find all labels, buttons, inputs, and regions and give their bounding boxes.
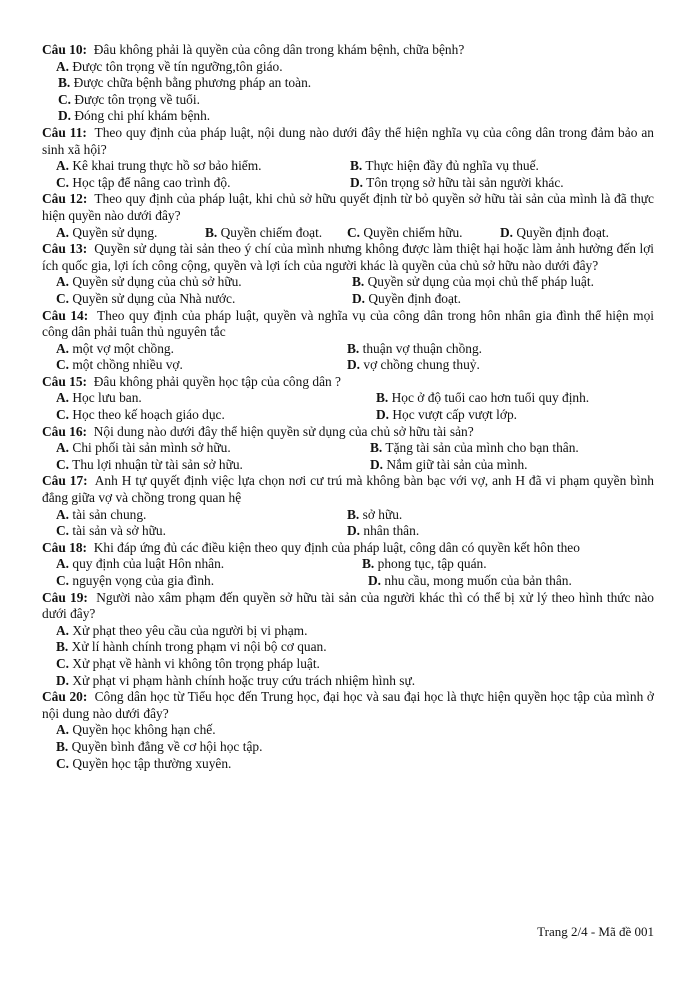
option-label: D. bbox=[376, 407, 390, 423]
option-label: A. bbox=[56, 556, 70, 572]
option-text: Chi phối tài sản mình sở hữu. bbox=[72, 440, 231, 456]
question-number: Câu 10: bbox=[42, 42, 88, 57]
option bbox=[42, 341, 347, 358]
question-block bbox=[42, 540, 654, 590]
option-text: Học lưu ban. bbox=[72, 390, 142, 406]
option bbox=[42, 739, 654, 756]
option bbox=[42, 756, 654, 773]
option-label: C. bbox=[56, 755, 70, 771]
question-block bbox=[42, 125, 654, 191]
option bbox=[42, 523, 347, 540]
option-label: C. bbox=[58, 91, 72, 107]
option-label: C. bbox=[56, 174, 70, 190]
option-text: nhu cầu, mong muốn của bản thân. bbox=[384, 573, 572, 588]
option-label: D. bbox=[56, 672, 70, 688]
option bbox=[352, 274, 594, 291]
option-label: D. bbox=[347, 357, 361, 373]
question-block bbox=[42, 424, 654, 474]
option-label: D. bbox=[500, 224, 514, 240]
option-text: Quyền sử dụng của mọi chủ thể pháp luật. bbox=[367, 274, 594, 290]
option bbox=[42, 92, 654, 109]
question-number: Câu 19: bbox=[42, 589, 88, 605]
question-text: Đâu không phải là quyền của công dân trong khám bệnh, chữa bệnh? bbox=[93, 42, 465, 57]
option-label: A. bbox=[56, 722, 70, 738]
question-text: Khi đáp ứng đủ các điều kiện theo quy định của pháp luật, công dân có quyền kết hôn theo bbox=[93, 539, 580, 555]
question-block bbox=[42, 308, 654, 374]
option-text: phong tục, tập quán. bbox=[377, 556, 487, 572]
question-text: Đâu không phải quyền học tập của công dân ? bbox=[93, 373, 341, 389]
option-label: D. bbox=[352, 290, 366, 306]
option-text: Học theo kế hoạch giáo dục. bbox=[72, 407, 225, 423]
question-number: Câu 11: bbox=[42, 124, 87, 140]
option bbox=[500, 225, 609, 242]
option bbox=[42, 75, 654, 92]
question-text: Công dân học từ Tiểu học đến Trung học, đại học và sau đại học là thực hiện quyền học tập của mình ở nội dung nào dưới đây? bbox=[42, 689, 654, 721]
option bbox=[42, 556, 362, 573]
option-text: Xử phạt vi phạm hành chính hoặc truy cứu trách nhiệm hình sự. bbox=[72, 672, 416, 688]
option-text: Xử phạt về hành vi không tôn trọng pháp luật. bbox=[72, 655, 320, 671]
option bbox=[42, 573, 368, 590]
option-label: A. bbox=[56, 440, 70, 456]
option bbox=[42, 59, 654, 76]
option-text: Quyền chiếm đoạt. bbox=[220, 224, 323, 240]
option-label: A. bbox=[56, 158, 70, 174]
option bbox=[370, 457, 528, 474]
option-text: Thực hiện đầy đủ nghĩa vụ thuế. bbox=[365, 158, 539, 174]
question-number: Câu 18: bbox=[42, 539, 88, 555]
option bbox=[370, 440, 579, 457]
question-list bbox=[42, 42, 654, 772]
option bbox=[347, 507, 402, 524]
option bbox=[350, 175, 564, 192]
option-label: A. bbox=[56, 390, 70, 406]
option-label: A. bbox=[56, 224, 70, 240]
option-text: Quyền sử dụng của Nhà nước. bbox=[72, 290, 236, 306]
option bbox=[42, 722, 654, 739]
option-label: D. bbox=[58, 108, 72, 124]
question-number: Câu 17: bbox=[42, 473, 88, 489]
option-text: thuận vợ thuận chồng. bbox=[362, 340, 483, 356]
option-label: C. bbox=[56, 407, 70, 423]
question-number: Câu 16: bbox=[42, 423, 88, 439]
option-label: B. bbox=[347, 340, 360, 356]
option bbox=[42, 457, 370, 474]
option-label: D. bbox=[368, 573, 382, 588]
option-text: Quyền bình đẳng về cơ hội học tập. bbox=[71, 738, 263, 754]
option bbox=[42, 656, 654, 673]
question-block bbox=[42, 191, 654, 241]
option bbox=[42, 108, 654, 125]
option-text: Đóng chi phí khám bệnh. bbox=[74, 108, 211, 124]
option-text: Quyền chiếm hữu. bbox=[363, 224, 463, 240]
question-text: Theo quy định của pháp luật, quyền và nghĩa vụ của công dân trong hôn nhân gia đình thể hiện mọi công dân phải tuân thủ nguyên tắc bbox=[42, 307, 654, 340]
option-label: D. bbox=[370, 456, 384, 472]
option-label: D. bbox=[350, 174, 364, 190]
question-text: Theo quy định của pháp luật, khi chủ sở hữu quyết định từ bỏ quyền sở hữu tài sản của mình là đã thực hiện quyền nào dưới đây? bbox=[42, 191, 654, 223]
question-text: Người nào xâm phạm đến quyền sở hữu tài sản của người khác thì có thể bị xử lý theo hình thức nào dưới đây? bbox=[42, 589, 654, 622]
option-label: C. bbox=[56, 573, 70, 588]
option-label: C. bbox=[56, 523, 70, 539]
option bbox=[352, 291, 461, 308]
question-block bbox=[42, 473, 654, 539]
option-text: Xử lí hành chính trong phạm vi nội bộ cơ quan. bbox=[71, 639, 327, 655]
question-text: Nội dung nào dưới đây thể hiện quyền sử dụng của chủ sở hữu tài sản? bbox=[93, 423, 474, 439]
option bbox=[42, 390, 376, 407]
option-label: C. bbox=[56, 290, 70, 306]
question-block bbox=[42, 590, 654, 690]
question-number: Câu 20: bbox=[42, 689, 88, 705]
question-number: Câu 14: bbox=[42, 307, 89, 323]
question-block bbox=[42, 241, 654, 307]
option bbox=[42, 507, 347, 524]
option bbox=[42, 440, 370, 457]
option-text: Tặng tài sản của mình cho bạn thân. bbox=[385, 440, 579, 456]
option bbox=[42, 274, 352, 291]
question-number: Câu 15: bbox=[42, 373, 88, 389]
option-text: nguyện vọng của gia đình. bbox=[72, 573, 215, 588]
page-footer: Trang 2/4 - Mã đề 001 bbox=[537, 924, 654, 939]
option-label: B. bbox=[205, 224, 218, 240]
option-label: C. bbox=[56, 655, 70, 671]
option-label: B. bbox=[58, 75, 71, 91]
option bbox=[347, 341, 482, 358]
option-text: Học ở độ tuổi cao hơn tuổi quy định. bbox=[391, 390, 590, 406]
option bbox=[42, 175, 350, 192]
question-text: Theo quy định của pháp luật, nội dung nào dưới đây thể hiện nghĩa vụ của công dân trong đảm bảo an sinh xã hội? bbox=[42, 124, 654, 157]
option-label: B. bbox=[370, 440, 383, 456]
option-text: Được tôn trọng về tuổi. bbox=[74, 91, 200, 107]
question-block bbox=[42, 374, 654, 424]
option-text: Được chữa bệnh bằng phương pháp an toàn. bbox=[73, 75, 312, 91]
option-text: Quyền định đoạt. bbox=[516, 224, 609, 240]
option-label: B. bbox=[376, 390, 389, 406]
option-text: Học vượt cấp vượt lớp. bbox=[392, 407, 518, 423]
option bbox=[347, 357, 480, 374]
question-number: Câu 13: bbox=[42, 241, 88, 257]
option-label: C. bbox=[56, 456, 70, 472]
option-text: Quyền định đoạt. bbox=[368, 290, 461, 306]
option-text: tài sản và sở hữu. bbox=[72, 523, 166, 539]
option-text: Quyền học tập thường xuyên. bbox=[72, 755, 232, 771]
option bbox=[42, 623, 654, 640]
option-text: quy định của luật Hôn nhân. bbox=[72, 556, 225, 572]
option bbox=[42, 357, 347, 374]
option bbox=[376, 407, 517, 424]
question-text: Quyền sử dụng tài sản theo ý chí của mình nhưng không được làm thiệt hại hoặc làm ảnh hưởng đến lợi ích quốc gia, lợi ích công cộng, quyền và lợi ích của người khác là quyền của chủ sở hữu nào dưới đây? bbox=[42, 241, 654, 273]
question-block bbox=[42, 42, 654, 125]
option bbox=[205, 225, 347, 242]
option-label: B. bbox=[362, 556, 375, 572]
option bbox=[376, 390, 589, 407]
option-label: A. bbox=[56, 340, 70, 356]
option-text: Tôn trọng sở hữu tài sản người khác. bbox=[366, 174, 564, 190]
option-text: Kê khai trung thực hồ sơ bảo hiểm. bbox=[72, 158, 262, 174]
question-block bbox=[42, 689, 654, 772]
option bbox=[42, 673, 654, 690]
option-label: A. bbox=[56, 274, 70, 290]
option-label: C. bbox=[347, 224, 361, 240]
option-label: B. bbox=[352, 274, 365, 290]
option-label: D. bbox=[347, 523, 361, 539]
option-text: Thu lợi nhuận từ tài sản sở hữu. bbox=[72, 456, 243, 472]
option-text: tài sản chung. bbox=[72, 506, 147, 522]
option-text: Quyền sử dụng của chủ sở hữu. bbox=[72, 274, 242, 290]
option-text: Quyền học không hạn chế. bbox=[72, 722, 216, 738]
option-text: vợ chồng chung thuỷ. bbox=[363, 357, 480, 373]
question-number: Câu 12: bbox=[42, 191, 88, 207]
option-label: A. bbox=[56, 58, 70, 74]
option bbox=[42, 291, 352, 308]
option-label: B. bbox=[56, 639, 69, 655]
option-text: Xử phạt theo yêu cầu của người bị vi phạm. bbox=[72, 622, 308, 638]
option-text: Được tôn trọng về tín ngưỡng,tôn giáo. bbox=[72, 58, 283, 74]
option-label: A. bbox=[56, 506, 70, 522]
option-text: Học tập để nâng cao trình độ. bbox=[72, 174, 231, 190]
question-text: Anh H tự quyết định việc lựa chọn nơi cư trú mà không bàn bạc với vợ, anh H đã vi phạm quyền bình đẳng giữa vợ và chồng trong quan hệ bbox=[42, 473, 654, 506]
option-text: một chồng nhiều vợ. bbox=[72, 357, 183, 373]
option bbox=[42, 639, 654, 656]
option bbox=[42, 225, 205, 242]
option-label: C. bbox=[56, 357, 70, 373]
option bbox=[350, 158, 539, 175]
option-label: B. bbox=[347, 506, 360, 522]
option bbox=[347, 225, 500, 242]
option-text: nhân thân. bbox=[363, 523, 420, 539]
option bbox=[368, 573, 572, 590]
option bbox=[42, 158, 350, 175]
option-label: B. bbox=[56, 738, 69, 754]
option-text: Nắm giữ tài sản của mình. bbox=[386, 456, 528, 472]
option-text: một vợ một chồng. bbox=[72, 340, 174, 356]
option-label: B. bbox=[350, 158, 363, 174]
option bbox=[362, 556, 487, 573]
option-label: A. bbox=[56, 622, 70, 638]
option-text: sở hữu. bbox=[362, 506, 403, 522]
option bbox=[347, 523, 419, 540]
option bbox=[42, 407, 376, 424]
option-text: Quyền sử dụng. bbox=[72, 224, 158, 240]
